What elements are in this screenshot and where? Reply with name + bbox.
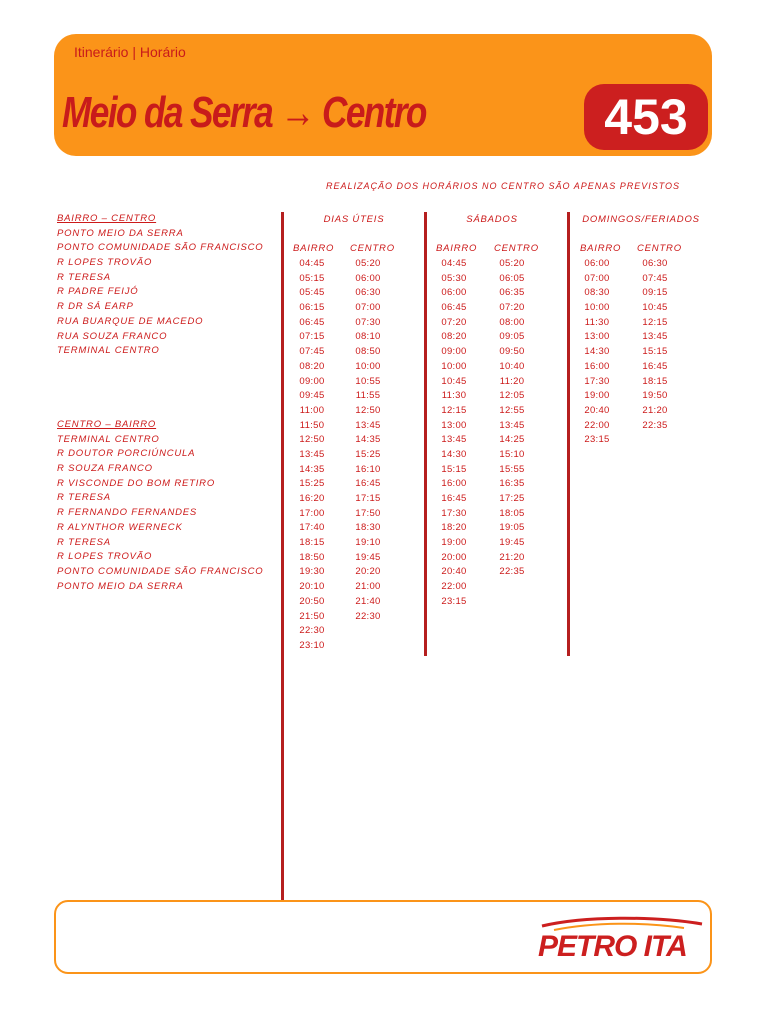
departure-time: 22:00 xyxy=(441,581,467,593)
departure-time: 13:45 xyxy=(299,448,325,460)
stop-item: R FERNANDO FERNANDES xyxy=(57,507,198,519)
departure-time: 11:30 xyxy=(584,316,610,328)
departure-time: 09:45 xyxy=(299,390,325,402)
bairro-column-header: BAIRRO xyxy=(580,243,622,254)
departure-time: 15:55 xyxy=(499,463,525,475)
centro-column-header: CENTRO xyxy=(637,243,682,254)
departure-time: 19:50 xyxy=(642,390,668,402)
route-title: Meio da Serra → Centro xyxy=(62,88,426,137)
departure-time: 05:20 xyxy=(499,258,525,269)
stop-item: R PADRE FEIJÓ xyxy=(57,286,139,298)
stop-item: R TERESA xyxy=(57,536,111,548)
departure-time: 20:10 xyxy=(299,581,325,593)
departure-time: 20:40 xyxy=(441,566,467,578)
departure-time: 14:35 xyxy=(355,434,381,446)
centro-column-header: CENTRO xyxy=(350,243,395,254)
departure-time: 08:10 xyxy=(355,331,381,343)
departure-time: 19:45 xyxy=(355,551,381,563)
departure-time: 07:20 xyxy=(441,316,467,328)
departure-time: 17:30 xyxy=(441,507,467,519)
departure-time: 07:15 xyxy=(299,331,325,343)
departure-time: 12:50 xyxy=(299,434,325,446)
departure-time: 11:00 xyxy=(299,404,325,416)
sundays-heading: DOMINGOS/FERIADOS xyxy=(582,214,700,225)
weekdays-bairro-times xyxy=(292,257,332,654)
departure-time: 05:20 xyxy=(355,258,381,269)
route-number-badge: 453 xyxy=(584,84,708,150)
logo-text: PETRO ITA xyxy=(538,930,687,962)
departure-time: 05:45 xyxy=(299,287,325,299)
departure-time: 06:45 xyxy=(441,302,467,314)
departure-time: 19:30 xyxy=(299,566,325,578)
stop-item: R SOUZA FRANCO xyxy=(57,463,153,475)
departure-time: 07:00 xyxy=(584,272,610,284)
departure-time: 07:45 xyxy=(642,272,668,284)
departure-time: 06:15 xyxy=(299,302,325,314)
stop-item: R TERESA xyxy=(57,271,111,283)
departure-time: 13:00 xyxy=(441,419,467,431)
departure-time: 20:00 xyxy=(441,551,467,563)
departure-time: 06:00 xyxy=(441,287,467,299)
departure-time: 16:45 xyxy=(642,360,668,372)
departure-time: 08:30 xyxy=(584,287,610,299)
stop-item: TERMINAL CENTRO xyxy=(57,345,160,357)
departure-time: 10:45 xyxy=(441,375,467,387)
stop-item: PONTO COMUNIDADE SÃO FRANCISCO xyxy=(57,565,264,577)
departure-time: 10:45 xyxy=(642,302,668,314)
departure-time: 19:00 xyxy=(441,537,467,549)
departure-time: 06:05 xyxy=(499,272,525,284)
departure-time: 18:20 xyxy=(441,522,467,534)
departure-time: 21:20 xyxy=(499,551,525,563)
departure-time: 13:45 xyxy=(441,434,467,446)
departure-time: 04:45 xyxy=(299,258,325,269)
departure-time: 15:25 xyxy=(299,478,325,490)
departure-time: 14:25 xyxy=(499,434,525,446)
stop-item: R LOPES TROVÃO xyxy=(57,257,153,269)
stop-item: R DR SÁ EARP xyxy=(57,301,134,313)
departure-time: 05:30 xyxy=(441,272,467,284)
departure-time: 04:45 xyxy=(441,258,467,269)
departure-time: 11:55 xyxy=(355,390,381,402)
stop-item: PONTO COMUNIDADE SÃO FRANCISCO xyxy=(57,242,264,254)
header-subtitle: Itinerário | Horário xyxy=(74,44,186,60)
departure-time: 06:30 xyxy=(355,287,381,299)
departure-time: 11:50 xyxy=(299,419,325,431)
departure-time: 07:30 xyxy=(355,316,381,328)
stop-item: RUA SOUZA FRANCO xyxy=(57,330,168,342)
departure-time: 20:40 xyxy=(584,404,610,416)
departure-time: 21:20 xyxy=(642,404,668,416)
departure-time: 09:15 xyxy=(642,287,668,299)
departure-time: 12:50 xyxy=(355,404,381,416)
departure-time: 14:30 xyxy=(441,448,467,460)
departure-time: 22:30 xyxy=(299,625,325,637)
departure-time: 23:10 xyxy=(299,639,325,651)
departure-time: 16:00 xyxy=(584,360,610,372)
departure-time: 09:50 xyxy=(499,346,525,358)
departure-time: 07:45 xyxy=(299,346,325,358)
column-divider xyxy=(567,212,570,656)
departure-time: 10:40 xyxy=(499,360,525,372)
departure-time: 16:20 xyxy=(299,493,325,504)
departure-time: 08:20 xyxy=(441,331,467,343)
saturdays-bairro-times xyxy=(434,257,474,610)
departure-time: 07:00 xyxy=(355,302,381,314)
stop-item: TERMINAL CENTRO xyxy=(57,433,160,445)
schedule-note: REALIZAÇÃO DOS HORÁRIOS NO CENTRO SÃO APENAS PREVISTOS xyxy=(326,181,681,191)
departure-time: 17:00 xyxy=(299,507,325,519)
departure-time: 18:30 xyxy=(355,522,381,534)
departure-time: 19:10 xyxy=(355,537,381,549)
departure-time: 11:30 xyxy=(441,390,467,402)
departure-time: 19:05 xyxy=(499,522,525,534)
departure-time: 10:00 xyxy=(584,302,610,314)
departure-time: 05:15 xyxy=(299,272,325,284)
departure-time: 10:55 xyxy=(355,375,381,387)
column-divider xyxy=(424,212,427,656)
departure-time: 14:35 xyxy=(299,463,325,475)
departure-time: 18:15 xyxy=(299,537,325,549)
departure-time: 19:45 xyxy=(499,537,525,549)
departure-time: 14:30 xyxy=(584,346,610,358)
bairro-column-header: BAIRRO xyxy=(436,243,478,254)
departure-time: 15:15 xyxy=(642,346,668,358)
departure-time: 19:00 xyxy=(584,390,610,402)
departure-time: 12:05 xyxy=(499,390,525,402)
stop-item: R TERESA xyxy=(57,492,111,504)
footer-panel xyxy=(54,900,712,974)
departure-time: 21:40 xyxy=(355,595,381,607)
stop-item: R DOUTOR PORCIÚNCULA xyxy=(57,448,196,460)
stop-item: PONTO MEIO DA SERRA xyxy=(57,227,184,239)
departure-time: 17:25 xyxy=(499,493,525,504)
departure-time: 23:15 xyxy=(584,434,610,446)
departure-time: 08:20 xyxy=(299,360,325,372)
weekdays-heading: DIAS ÚTEIS xyxy=(323,214,385,225)
departure-time: 06:00 xyxy=(355,272,381,284)
departure-time: 17:30 xyxy=(584,375,610,387)
centro-column-header: CENTRO xyxy=(494,243,539,254)
departure-time: 17:50 xyxy=(355,507,381,519)
departure-time: 12:15 xyxy=(441,404,467,416)
stop-item: R VISCONDE DO BOM RETIRO xyxy=(57,477,216,489)
departure-time: 13:00 xyxy=(584,331,610,343)
departure-time: 23:15 xyxy=(441,595,467,607)
departure-time: 20:20 xyxy=(355,566,381,578)
itinerary-heading: CENTRO – BAIRRO xyxy=(57,419,157,430)
departure-time: 06:00 xyxy=(584,258,610,269)
departure-time: 22:35 xyxy=(642,419,668,431)
departure-time: 15:15 xyxy=(441,463,467,475)
departure-time: 16:45 xyxy=(355,478,381,490)
departure-time: 11:20 xyxy=(499,375,525,387)
departure-time: 12:15 xyxy=(642,316,668,328)
departure-time: 12:55 xyxy=(499,404,525,416)
departure-time: 16:10 xyxy=(355,463,381,475)
departure-time: 18:05 xyxy=(499,507,525,519)
departure-time: 10:00 xyxy=(441,360,467,372)
sundays-bairro-times xyxy=(577,257,617,448)
header-banner xyxy=(54,34,712,156)
departure-time: 17:40 xyxy=(299,522,325,534)
departure-time: 18:15 xyxy=(642,375,668,387)
departure-time: 06:35 xyxy=(499,287,525,299)
departure-time: 09:00 xyxy=(441,346,467,358)
departure-time: 10:00 xyxy=(355,360,381,372)
departure-time: 07:20 xyxy=(499,302,525,314)
stop-item: R LOPES TROVÃO xyxy=(57,551,153,563)
departure-time: 06:45 xyxy=(299,316,325,328)
itinerary-outbound xyxy=(57,212,287,359)
departure-time: 13:45 xyxy=(355,419,381,431)
departure-time: 15:10 xyxy=(499,448,525,460)
departure-time: 09:05 xyxy=(499,331,525,343)
column-divider xyxy=(281,212,284,900)
departure-time: 09:00 xyxy=(299,375,325,387)
departure-time: 20:50 xyxy=(299,595,325,607)
departure-time: 21:50 xyxy=(299,610,325,622)
saturdays-heading: SÁBADOS xyxy=(466,214,518,225)
weekdays-centro-times xyxy=(348,257,388,624)
departure-time: 08:50 xyxy=(355,346,381,358)
itinerary-heading: BAIRRO – CENTRO xyxy=(57,213,157,224)
departure-time: 13:45 xyxy=(499,419,525,431)
departure-time: 17:15 xyxy=(355,493,381,504)
departure-time: 22:00 xyxy=(584,419,610,431)
bairro-column-header: BAIRRO xyxy=(293,243,335,254)
stop-item: RUA BUARQUE DE MACEDO xyxy=(57,315,204,327)
stop-item: R ALYNTHOR WERNECK xyxy=(57,521,183,533)
departure-time: 15:25 xyxy=(355,448,381,460)
departure-time: 16:45 xyxy=(441,493,467,504)
departure-time: 16:00 xyxy=(441,478,467,490)
departure-time: 21:00 xyxy=(355,581,381,593)
departure-time: 13:45 xyxy=(642,331,668,343)
sundays-centro-times xyxy=(635,257,675,433)
departure-time: 08:00 xyxy=(499,316,525,328)
stop-item: PONTO MEIO DA SERRA xyxy=(57,580,184,592)
departure-time: 06:30 xyxy=(642,258,668,269)
departure-time: 18:50 xyxy=(299,551,325,563)
saturdays-centro-times xyxy=(492,257,532,580)
departure-time: 22:35 xyxy=(499,566,525,578)
petro-ita-logo xyxy=(534,914,704,962)
departure-time: 16:35 xyxy=(499,478,525,490)
departure-time: 22:30 xyxy=(355,610,381,622)
itinerary-return xyxy=(57,418,287,594)
